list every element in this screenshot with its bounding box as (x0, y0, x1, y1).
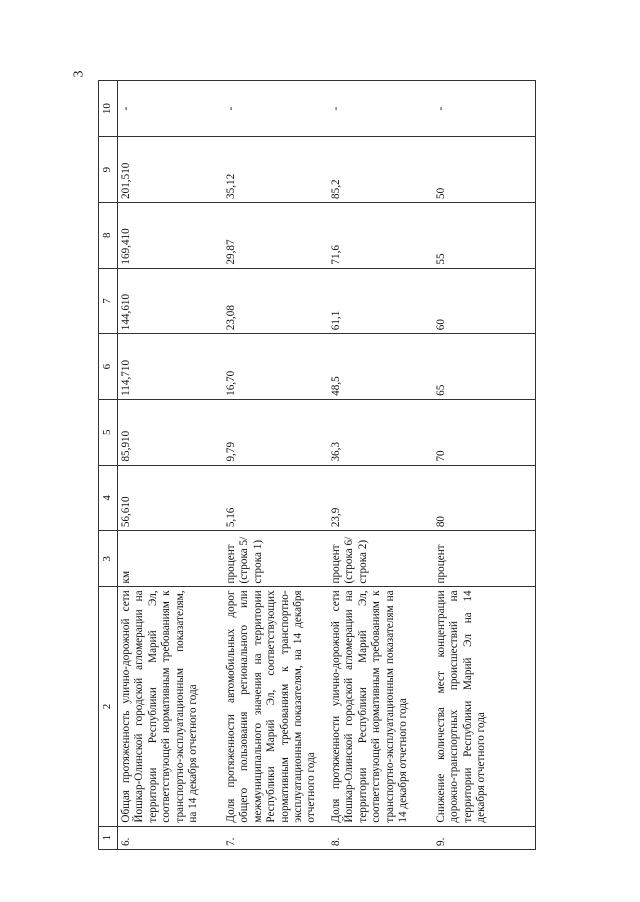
value-col-9: 201,510 (118, 137, 224, 203)
unit: процент (строка 6/ строка 2) (328, 531, 433, 587)
col-header-4: 4 (99, 465, 118, 531)
table-row (328, 81, 433, 850)
unit: процент (433, 531, 536, 587)
table-header-row (99, 81, 118, 850)
row-number: 9. (433, 826, 536, 849)
value-col-4: 56,610 (118, 465, 224, 531)
col-header-7: 7 (99, 268, 118, 334)
value-col-6: 16,70 (223, 334, 328, 400)
table-row (433, 81, 536, 850)
value-col-7: 60 (433, 268, 536, 334)
indicators-table (98, 80, 536, 850)
col-header-5: 5 (99, 399, 118, 465)
col-header-2: 2 (99, 587, 118, 826)
indicator-name: Доля протяженности автомобильных дорог общего пользования регионального или межмуниципального значения на территории Республики Марий Эл, соответствующих нормативным требованиям к транспортно-эксплуатационным показателям, на 14 декабря отчетного года (223, 587, 328, 826)
unit: км (118, 531, 224, 587)
col-header-1: 1 (99, 826, 118, 849)
value-col-4: 5,16 (223, 465, 328, 531)
value-col-8: 169,410 (118, 202, 224, 268)
value-col-4: 23,9 (328, 465, 433, 531)
value-col-9: 35,12 (223, 137, 328, 203)
value-col-10: - (433, 81, 536, 137)
value-col-9: 85,2 (328, 137, 433, 203)
value-col-5: 36,3 (328, 399, 433, 465)
value-col-7: 144,610 (118, 268, 224, 334)
value-col-6: 65 (433, 334, 536, 400)
value-col-6: 114,710 (118, 334, 224, 400)
value-col-10: - (223, 81, 328, 137)
value-col-8: 71,6 (328, 202, 433, 268)
value-col-5: 70 (433, 399, 536, 465)
value-col-10: - (118, 81, 224, 137)
row-number: 8. (328, 826, 433, 849)
indicator-name: Общая протяженность улично-дорожной сети Йошкар-Олинской городской агломерации на территории Республики Марий Эл, соответствующей нормативным требованиям к транспортно-эксплуатационным показателям, на 14 декабря отчетного года (118, 587, 224, 826)
value-col-5: 9,79 (223, 399, 328, 465)
col-header-10: 10 (99, 81, 118, 137)
indicator-name: Снижение количества мест концентрации дорожно-транспортных происшествий на территории Республики Марий Эл на 14 декабря отчетного года (433, 587, 536, 826)
table-header (99, 81, 118, 850)
value-col-4: 80 (433, 465, 536, 531)
col-header-9: 9 (99, 137, 118, 203)
indicator-name: Доля протяженности улично-дорожной сети Йошкар-Олинской городской агломерации на территории Республики Марий Эл, соответствующей нормативным требованиям к транспортно-эксплуатационным показателям на 14 декабря отчетного года (328, 587, 433, 826)
page-number: 3 (71, 70, 87, 78)
value-col-7: 23,08 (223, 268, 328, 334)
col-header-6: 6 (99, 334, 118, 400)
unit: процент (строка 5/ строка 1) (223, 531, 328, 587)
table-row (118, 81, 224, 850)
value-col-8: 29,87 (223, 202, 328, 268)
row-number: 6. (118, 826, 224, 849)
table-row (223, 81, 328, 850)
col-header-8: 8 (99, 202, 118, 268)
value-col-10: - (328, 81, 433, 137)
value-col-5: 85,910 (118, 399, 224, 465)
row-number: 7. (223, 826, 328, 849)
value-col-9: 50 (433, 137, 536, 203)
col-header-3: 3 (99, 531, 118, 587)
value-col-8: 55 (433, 202, 536, 268)
value-col-7: 61,1 (328, 268, 433, 334)
table-body (118, 81, 536, 850)
value-col-6: 48,5 (328, 334, 433, 400)
